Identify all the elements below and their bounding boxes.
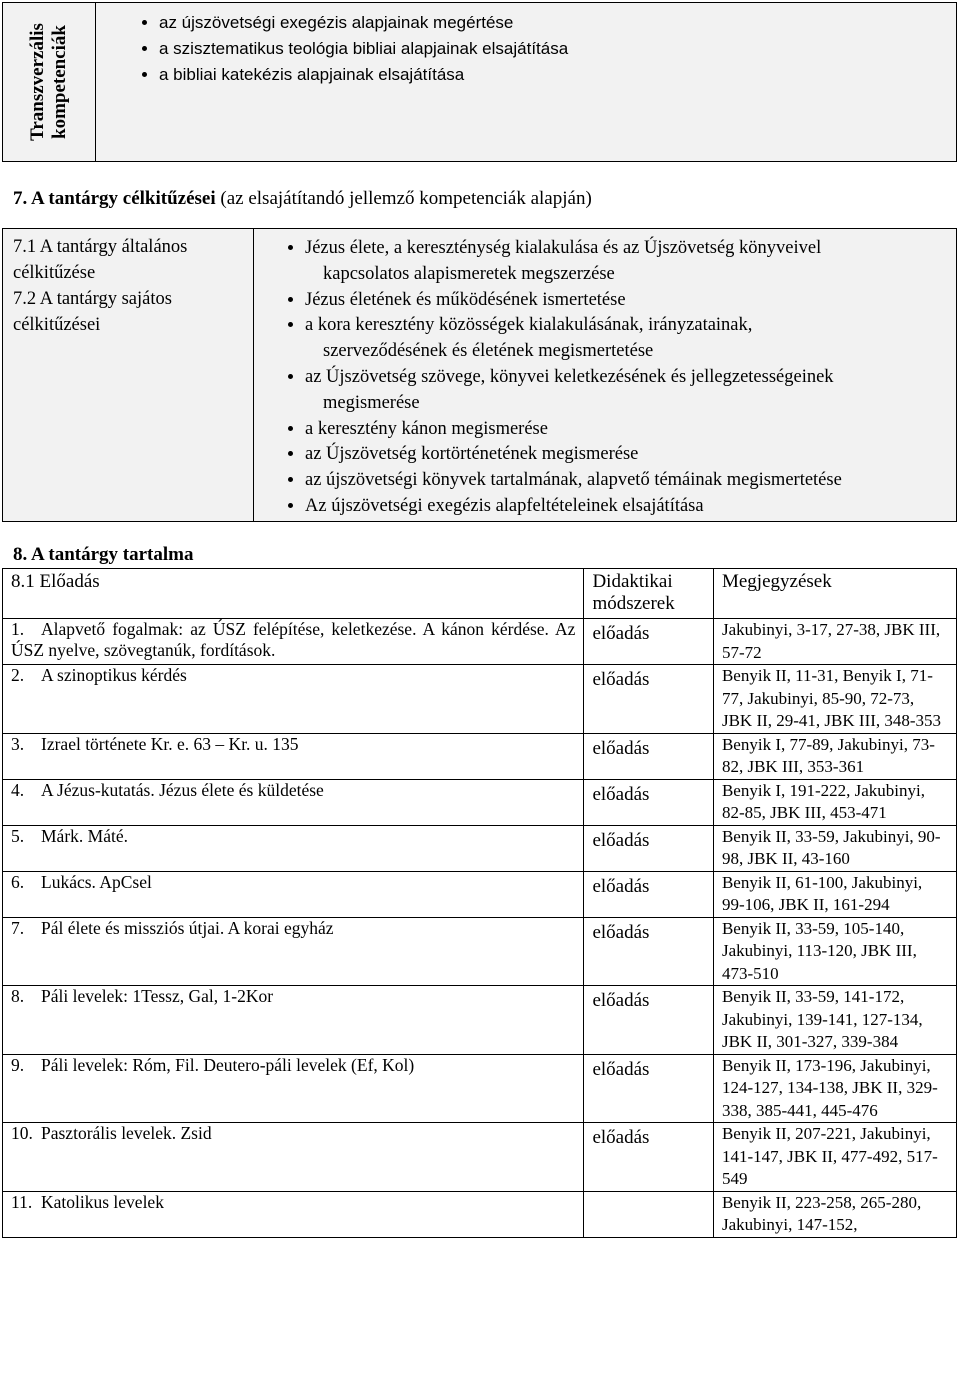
- topic-text: Pasztorális levelek. Zsid: [41, 1123, 212, 1143]
- topic-text: Katolikus levelek: [41, 1191, 164, 1212]
- transversal-list: [97, 10, 955, 88]
- table-row: [3, 986, 957, 1055]
- topic-text: Pál élete és missziós útjai. A korai egyház: [41, 917, 334, 938]
- notes-cell: Benyik II, 11-31, Benyik I, 71-77, Jakubinyi, 85-90, 72-73, JBK II, 29-41, JBK III, 348-353: [713, 665, 956, 734]
- notes-cell: Benyik II, 61-100, Jakubinyi, 99-106, JBK II, 161-294: [713, 871, 956, 917]
- transversal-competences-table: [2, 2, 957, 162]
- method-cell: előadás: [584, 871, 714, 917]
- row-number: 8.: [11, 986, 25, 1006]
- list-item: • az újszövetségi exegézis alapjainak megértése: [159, 10, 955, 36]
- header-method: Didaktikai módszerek: [584, 569, 714, 619]
- notes-cell: Benyik II, 33-59, Jakubinyi, 90-98, JBK II, 43-160: [713, 825, 956, 871]
- section-8-heading: 8. A tantárgy tartalma: [13, 544, 194, 565]
- notes-cell: Benyik II, 223-258, 265-280, Jakubinyi, 147-152,: [713, 1191, 956, 1237]
- method-cell: [584, 1191, 714, 1237]
- topic-cell: [3, 1054, 584, 1123]
- notes-cell: Benyik I, 191-222, Jakubinyi, 82-85, JBK III, 453-471: [713, 779, 956, 825]
- method-cell: előadás: [584, 1054, 714, 1123]
- row-number: 1.: [11, 619, 25, 639]
- specific-objective-label: 7.2 A tantárgy sajátos célkitűzései: [13, 289, 172, 335]
- row-number: 6.: [11, 871, 25, 892]
- list-item: • az Újszövetség szövege, könyvei keletkezésének és jellegzetességeinek megismerése: [305, 365, 955, 417]
- row-number: 9.: [11, 1054, 25, 1075]
- topic-cell: [3, 665, 584, 734]
- method-cell: előadás: [584, 619, 714, 665]
- notes-cell: Benyik II, 173-196, Jakubinyi, 124-127, 134-138, JBK II, 329-338, 385-441, 445-476: [713, 1054, 956, 1123]
- objectives-list: [255, 236, 955, 520]
- table-header-row: [3, 569, 957, 619]
- transversal-label: Transzverzális kompetenciák: [27, 23, 70, 141]
- table-row: [3, 1054, 957, 1123]
- topic-text: Márk. Máté.: [41, 825, 128, 846]
- topic-text: Páli levelek: Róm, Fil. Deutero-páli levelek (Ef, Kol): [41, 1054, 415, 1075]
- table-row: [3, 665, 957, 734]
- table-row: [3, 779, 957, 825]
- method-cell: előadás: [584, 986, 714, 1055]
- row-number: 3.: [11, 733, 25, 754]
- notes-cell: Benyik II, 33-59, 141-172, Jakubinyi, 139-141, 127-134, JBK II, 301-327, 339-384: [713, 986, 956, 1055]
- topic-cell: [3, 986, 584, 1055]
- lecture-table: [2, 568, 957, 1238]
- list-item: • Jézus élete, a kereszténység kialakulása és az Újszövetség könyveivel kapcsolatos alapismeretek megszerzése: [305, 236, 955, 288]
- row-number: 7.: [11, 917, 25, 938]
- section-7-heading: 7. A tantárgy célkitűzései (az elsajátítandó jellemző kompetenciák alapján): [13, 188, 592, 209]
- table-row: [3, 733, 957, 779]
- method-cell: előadás: [584, 825, 714, 871]
- topic-text: A szinoptikus kérdés: [41, 665, 187, 685]
- row-number: 10.: [11, 1123, 33, 1143]
- general-objective-label: 7.1 A tantárgy általános célkitűzése: [13, 237, 188, 283]
- table-row: [3, 871, 957, 917]
- topic-text: Páli levelek: 1Tessz, Gal, 1-2Kor: [41, 986, 274, 1006]
- objectives-labels-cell: [3, 229, 254, 522]
- topic-cell: [3, 1191, 584, 1237]
- transversal-items-cell: [96, 3, 957, 162]
- list-item: • a keresztény kánon megismerése: [305, 417, 955, 443]
- notes-cell: Benyik I, 77-89, Jakubinyi, 73-82, JBK III, 353-361: [713, 733, 956, 779]
- table-row: [3, 825, 957, 871]
- list-item: • Jézus életének és működésének ismertetése: [305, 288, 955, 314]
- topic-cell: [3, 825, 584, 871]
- transversal-label-cell: [3, 3, 96, 162]
- table-row: [3, 1123, 957, 1192]
- topic-cell: [3, 733, 584, 779]
- topic-cell: [3, 1123, 584, 1192]
- notes-cell: Benyik II, 207-221, Jakubinyi, 141-147, JBK II, 477-492, 517-549: [713, 1123, 956, 1192]
- method-cell: előadás: [584, 779, 714, 825]
- list-item: • a bibliai katekézis alapjainak elsajátítása: [159, 62, 955, 88]
- notes-cell: Benyik II, 33-59, 105-140, Jakubinyi, 113-120, JBK III, 473-510: [713, 917, 956, 986]
- list-item: • az Újszövetség kortörténetének megismerése: [305, 442, 955, 468]
- objectives-table: [2, 228, 957, 522]
- topic-cell: [3, 779, 584, 825]
- topic-cell: [3, 619, 584, 665]
- method-cell: előadás: [584, 733, 714, 779]
- list-item: • Az újszövetségi exegézis alapfeltételeinek elsajátítása: [305, 494, 955, 520]
- topic-cell: [3, 917, 584, 986]
- row-number: 4.: [11, 779, 25, 800]
- row-number: 2.: [11, 665, 25, 685]
- method-cell: előadás: [584, 917, 714, 986]
- header-topic: 8.1 Előadás: [3, 569, 584, 619]
- list-item: • a szisztematikus teológia bibliai alapjainak elsajátítása: [159, 36, 955, 62]
- table-row: [3, 1191, 957, 1237]
- row-number: 11.: [11, 1191, 33, 1212]
- topic-text: A Jézus-kutatás. Jézus élete és küldetése: [41, 779, 324, 800]
- list-item: • a kora keresztény közösségek kialakulásának, irányzatainak, szerveződésének és életének megismertetése: [305, 313, 955, 365]
- topic-text: Izrael története Kr. e. 63 – Kr. u. 135: [41, 733, 299, 754]
- objectives-items-cell: [254, 229, 957, 522]
- header-notes: Megjegyzések: [713, 569, 956, 619]
- method-cell: előadás: [584, 665, 714, 734]
- topic-text: Alapvető fogalmak: az ÚSZ felépítése, keletkezése. A kánon kérdése. Az ÚSZ nyelve, szövegtanúk, fordítások.: [11, 619, 576, 660]
- topic-cell: [3, 871, 584, 917]
- list-item: • az újszövetségi könyvek tartalmának, alapvető témáinak megismertetése: [305, 468, 955, 494]
- method-cell: előadás: [584, 1123, 714, 1192]
- topic-text: Lukács. ApCsel: [41, 871, 152, 892]
- table-row: [3, 917, 957, 986]
- notes-cell: Jakubinyi, 3-17, 27-38, JBK III, 57-72: [713, 619, 956, 665]
- table-row: [3, 619, 957, 665]
- row-number: 5.: [11, 825, 25, 846]
